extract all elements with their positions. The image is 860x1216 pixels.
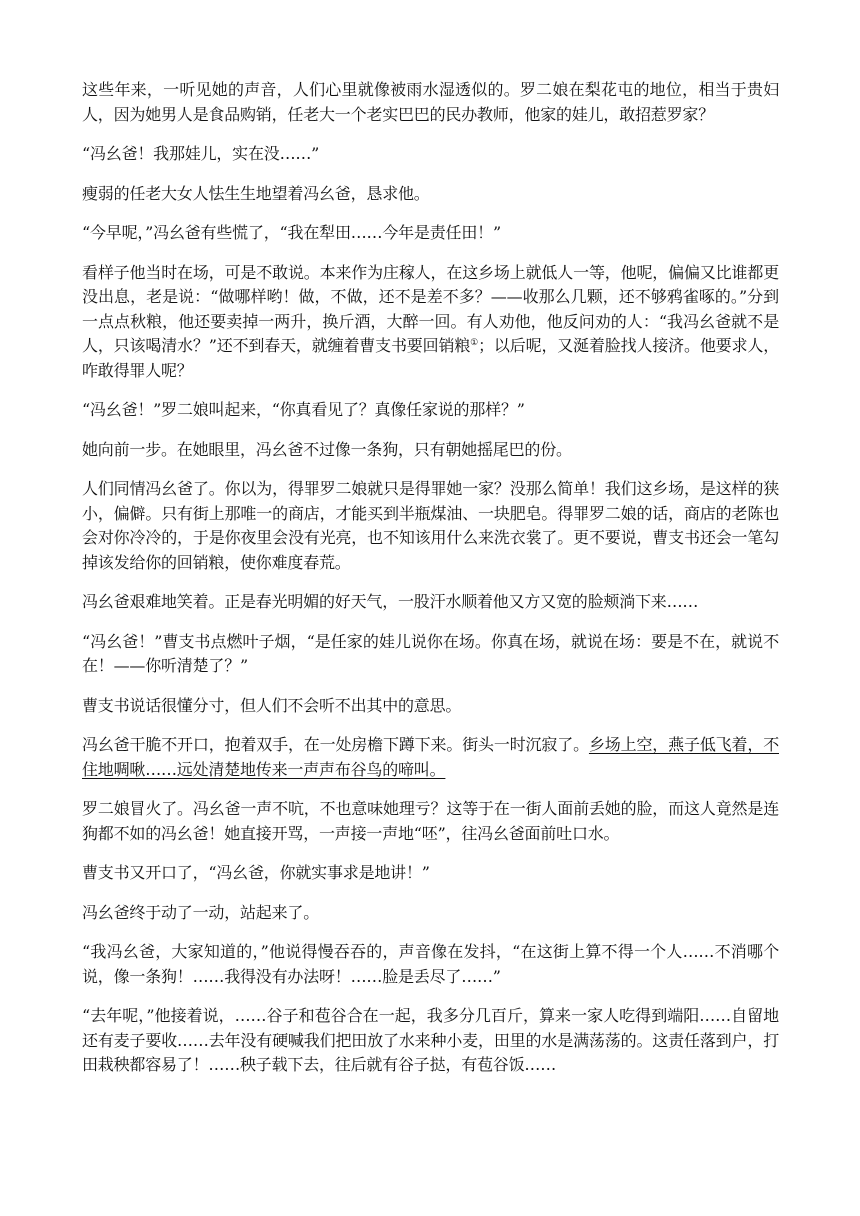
footnote-marker: ①: [470, 338, 479, 348]
paragraph-6: “冯幺爸！”罗二娘叫起来，“你真看见了？真像任家说的那样？”: [82, 400, 525, 419]
paragraph-4: “今早呢，”冯幺爸有些慌了，“我在犁田……今年是责任田！”: [82, 223, 501, 242]
paragraph-16: “我冯幺爸，大家知道的，”他说得慢吞吞的，声音像在发抖，“在这街上算不得一个人……不消哪个说，像一条狗！……我得没有办法呀！……脸是丢尽了……”: [82, 942, 779, 986]
paragraph-9: 冯幺爸艰难地笑着。正是春光明媚的好天气，一股汗水顺着他又方又宽的脸颊淌下来……: [82, 592, 699, 611]
paragraph-7: 她向前一步。在她眼里，冯幺爸不过像一条狗，只有朝她摇尾巴的份。: [82, 439, 572, 459]
paragraph-12-text-before: 冯幺爸干脆不开口，抱着双手，在一处房檐下蹲下来。街头一时沉寂了。: [82, 735, 589, 754]
paragraph-10: “冯幺爸！”曹支书点燃叶子烟，“是任家的娃儿说你在场。你真在场，就说在场：要是不在，就说不在！——你听清楚了？”: [82, 631, 779, 675]
paragraph-2: “冯幺爸！我那娃儿，实在没……”: [82, 144, 320, 163]
paragraph-12: [82, 733, 779, 782]
paragraph-11: 曹支书说话很懂分寸，但人们不会听不出其中的意思。: [82, 695, 462, 715]
paragraph-1: 这些年来，一听见她的声音，人们心里就像被雨水湿透似的。罗二娘在梨花屯的地位，相当于贵妇人，因为她男人是食品购销，任老大一个老实巴巴的民办教师，他家的娃儿，敢招惹罗家？: [82, 80, 779, 124]
paragraph-14: 曹支书又开口了，“冯幺爸，你就实事求是地讲！”: [82, 863, 430, 882]
paragraph-3: 瘦弱的任老大女人怯生生地望着冯幺爸，恳求他。: [82, 183, 430, 203]
paragraph-5: [82, 261, 779, 384]
paragraph-13: 罗二娘冒火了。冯幺爸一声不吭，不也意味她理亏？这等于在一街人面前丢她的脸，而这人竟然是连狗都不如的冯幺爸！她直接开骂，一声接一声地“呸”，往冯幺爸面前吐口水。: [82, 799, 779, 843]
paragraph-17: “去年呢，”他接着说，……谷子和苞谷合在一起，我多分几百斤，算来一家人吃得到端阳……自留地还有麦子要收……去年没有硬喊我们把田放了水来种小麦，田里的水是满荡荡的。这责任落到户，打田栽秧都容易了！……秧子载下去，往后就有谷子挞，有苞谷饭……: [82, 1006, 779, 1074]
document-page: [82, 78, 779, 1078]
paragraph-8: 人们同情冯幺爸了。你以为，得罪罗二娘就只是得罪她一家？没那么简单！我们这乡场，是这样的狭小，偏僻。只有街上那唯一的商店，才能买到半瓶煤油、一块肥皂。得罪罗二娘的话，商店的老陈也会对你冷冷的，于是你夜里会没有光亮，也不知该用什么来洗衣裳了。更不要说，曹支书还会一笔勾掉该发给你的回销粮，使你难度春荒。: [82, 479, 779, 572]
underlined-sentence: 乡场上空，燕子低飞着，不住地啁啾……远处清楚地传来一声声布谷鸟的啼叫。: [82, 735, 779, 779]
paragraph-5-text-before: 看样子他当时在场，可是不敢说。本来作为庄稼人，在这乡场上就低人一等，他呢，偏偏又比谁都更没出息，老是说：“做哪样哟！做，不做，还不是差不多？——收那么几颗，还不够鸦雀啄的。”分到一点点秋粮，他还要卖掉一两升，换斤酒，大醉一回。有人劝他，他反问劝的人：“我冯幺爸就不是人，只该喝清水？”还不到春天，就缠着曹支书要回销粮: [82, 262, 779, 355]
paragraph-5-text-after: ；以后呢，又涎着脸找人接济。他要求人，咋敢得罪人呢？: [82, 336, 780, 380]
paragraph-15: 冯幺爸终于动了一动，站起来了。: [82, 902, 320, 922]
